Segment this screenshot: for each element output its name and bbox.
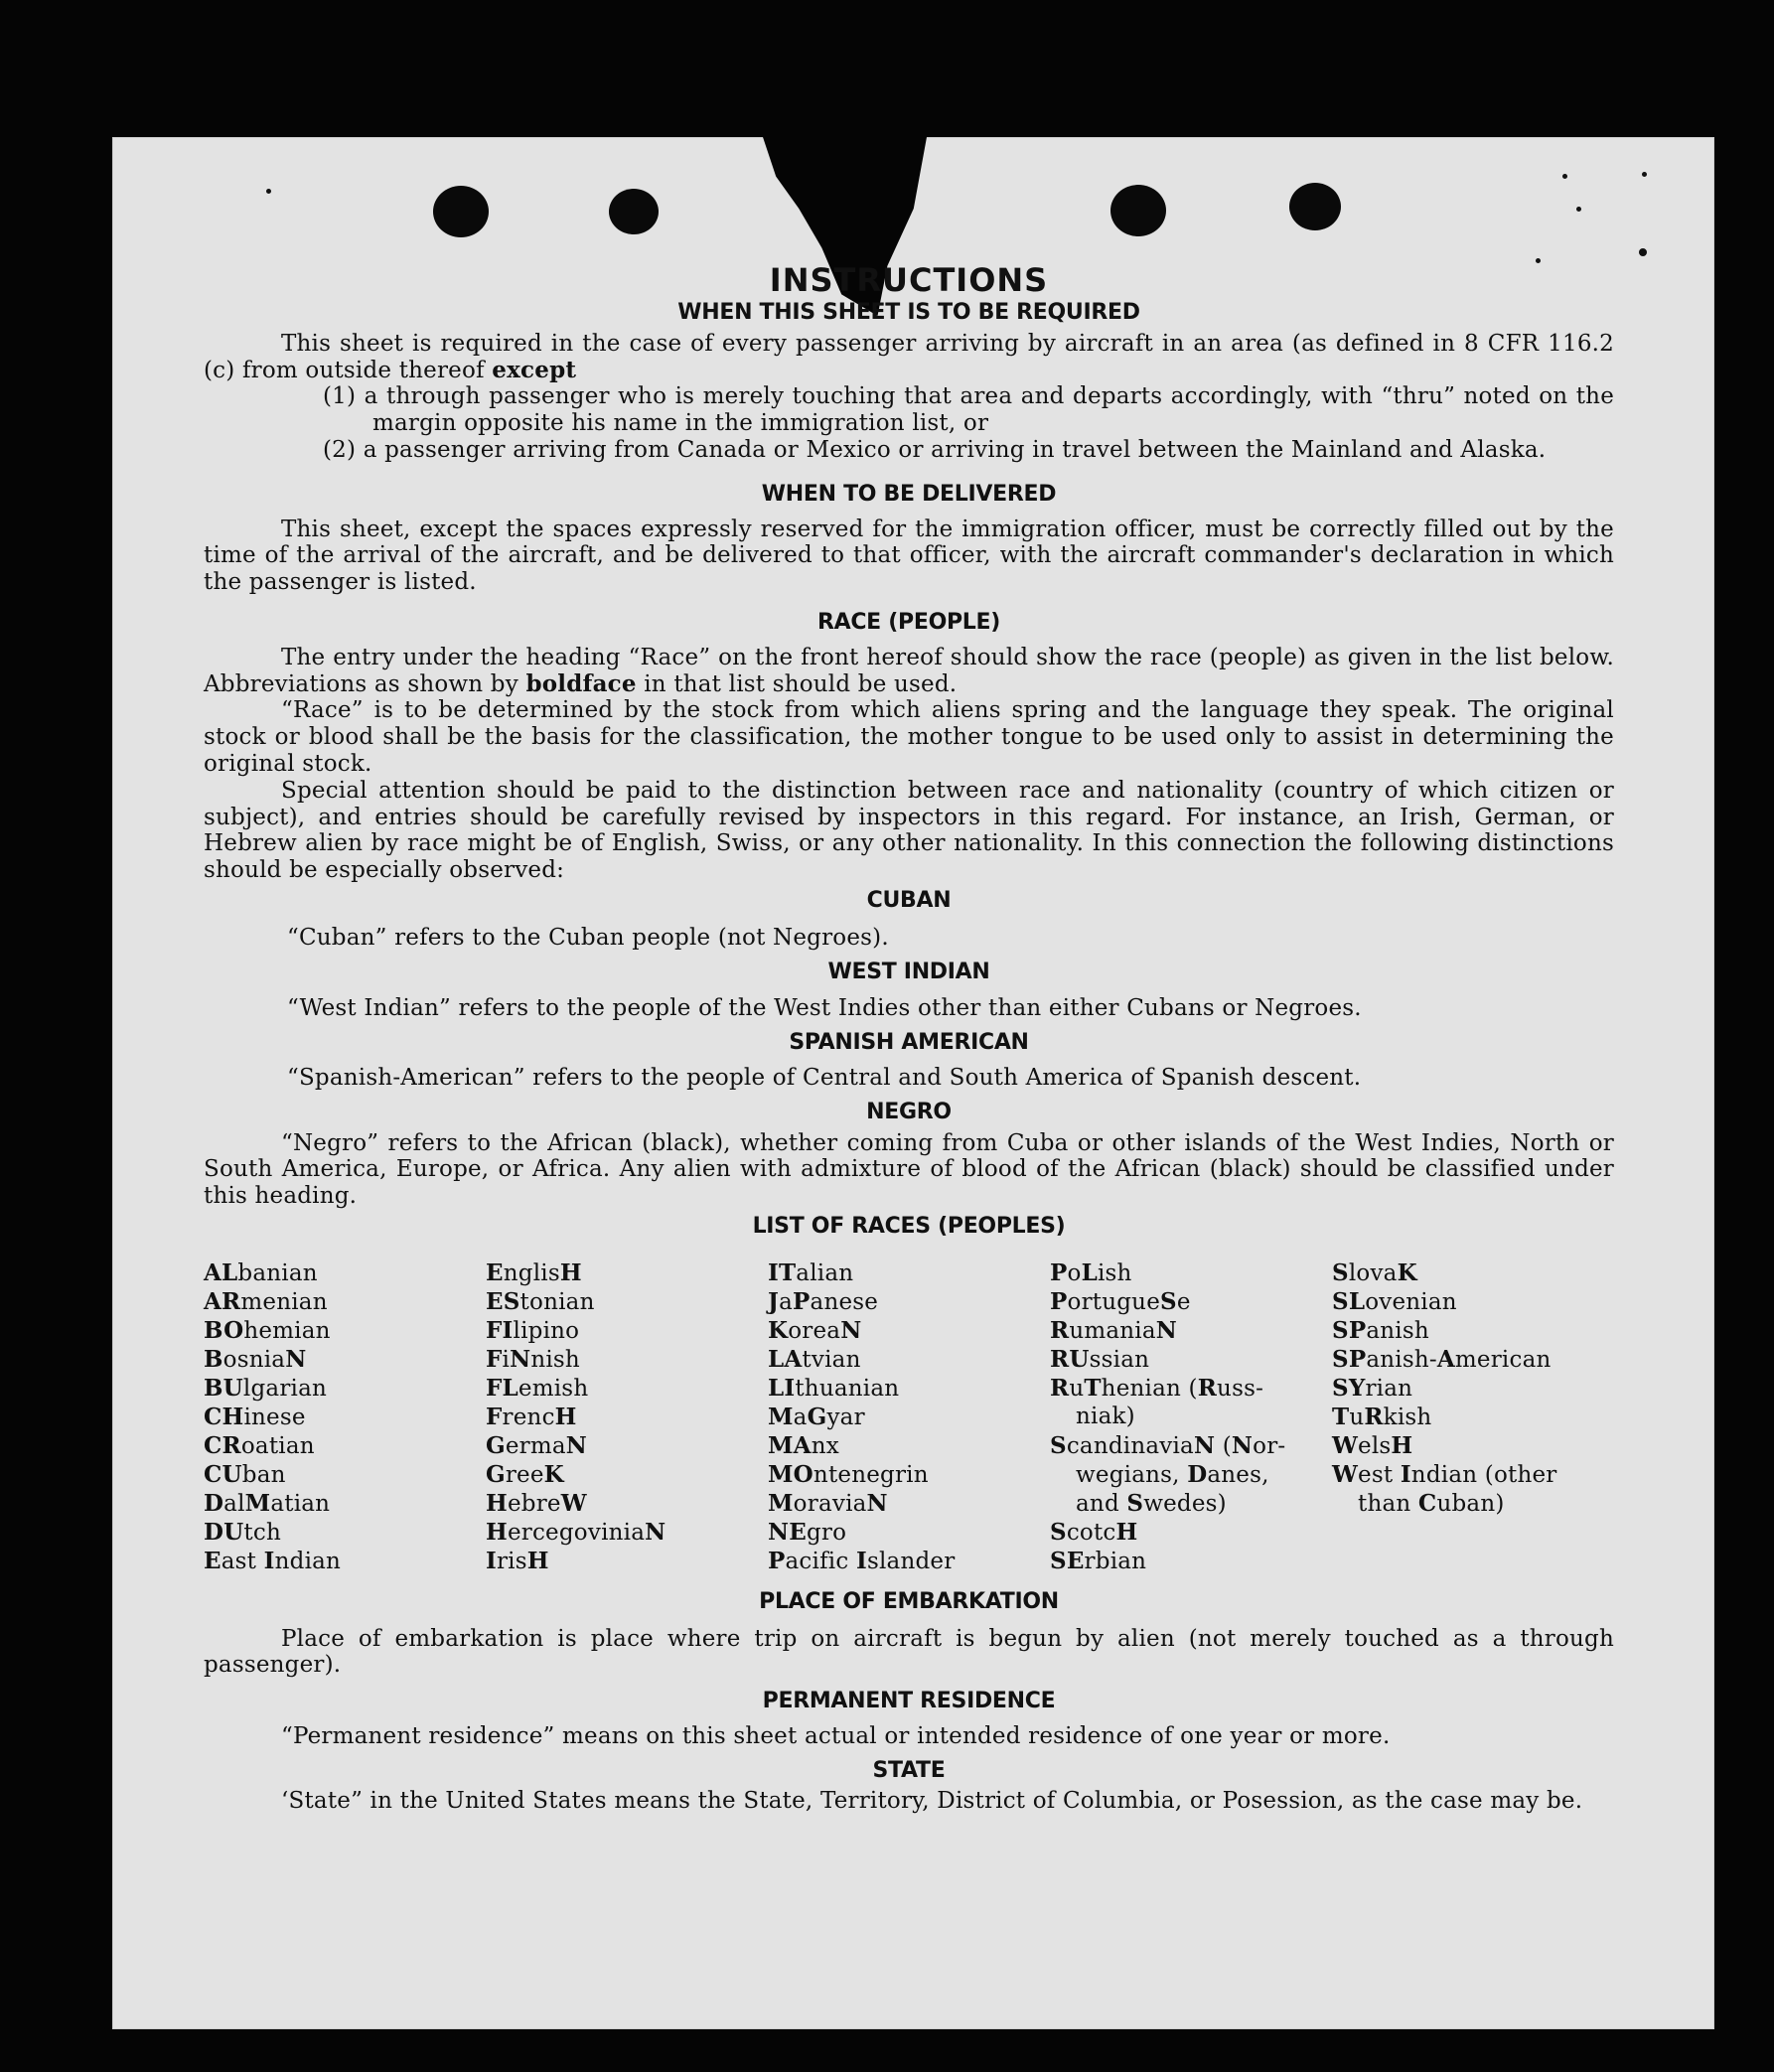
when-required-item-2: (2) a passenger arriving from Canada or Mexico or arriving in travel between the Mainland and Alaska.	[323, 436, 1547, 463]
heading-when-required: WHEN THIS SHEET IS TO BE REQUIRED	[677, 300, 1140, 325]
race-entry: FIlipino	[486, 1316, 580, 1344]
race-entry: ScotcH	[1050, 1518, 1138, 1546]
race-entry: niak)	[1076, 1403, 1135, 1429]
race-entry: Pacific Islander	[768, 1547, 956, 1574]
race-entry: IrisH	[486, 1547, 549, 1574]
heading-embarkation: PLACE OF EMBARKATION	[759, 1588, 1059, 1614]
race-entry: TuRkish	[1332, 1403, 1432, 1430]
punch-hole	[1110, 185, 1166, 236]
races-column	[768, 1258, 1050, 1575]
when-delivered-text: This sheet, except the spaces expressly reserved for the immigration officer, must be correctly filled out by the time of the arrival of the aircraft, and be delivered to that officer, with the aircraft commander's declaration in which the passenger is listed.	[204, 516, 1614, 596]
races-column	[1050, 1258, 1332, 1575]
permanent-residence-text: “Permanent residence” means on this sheet actual or intended residence of one year or more.	[281, 1722, 1391, 1749]
race-entry: ScandinaviaN (Nor-	[1050, 1431, 1286, 1459]
page-title: INSTRUCTIONS	[769, 261, 1049, 299]
punch-hole	[1289, 183, 1341, 230]
speck	[1639, 248, 1647, 256]
race-entry: HebreW	[486, 1489, 587, 1517]
race-entry: DalMatian	[204, 1489, 331, 1517]
race-entry: FiNnish	[486, 1345, 580, 1373]
race-entry: MOntenegrin	[768, 1460, 929, 1488]
race-entry: SPanish-American	[1332, 1345, 1552, 1373]
heading-permanent-residence: PERMANENT RESIDENCE	[762, 1689, 1056, 1714]
race-entry: WelsH	[1332, 1431, 1413, 1459]
speck	[266, 189, 271, 194]
race-entry: SErbian	[1050, 1547, 1147, 1574]
race-entry: EnglisH	[486, 1258, 582, 1286]
heading-race: RACE (PEOPLE)	[816, 609, 1001, 635]
race-entry: PortugueSe	[1050, 1287, 1191, 1315]
negro-text: “Negro” refers to the African (black), whether coming from Cuba or other islands of the West Indies, North or South America, Europe, or Africa. Any alien with admixture of blood of the African (black) should be classified under this heading.	[204, 1129, 1614, 1210]
cuban-text: “Cuban” refers to the Cuban people (not Negroes).	[287, 924, 889, 951]
races-column	[204, 1258, 486, 1575]
race-entry: BosniaN	[204, 1345, 307, 1373]
race-entry: West Indian (other	[1332, 1460, 1557, 1488]
race-entry: FLemish	[486, 1374, 589, 1402]
races-column	[486, 1258, 768, 1575]
race-entry: MoraviaN	[768, 1489, 888, 1517]
race-entry: FrencH	[486, 1403, 577, 1430]
race-entry: than Cuban)	[1358, 1489, 1505, 1517]
spanish-american-text: “Spanish-American” refers to the people of Central and South America of Spanish descent.	[287, 1064, 1362, 1091]
race-entry: MaGyar	[768, 1403, 865, 1430]
race-paragraph-2: “Race” is to be determined by the stock from which aliens spring and the language they speak. The original stock or blood shall be the basis for the classification, the mother tongue to be used only to assist in determining the original stock.	[204, 697, 1614, 777]
punch-hole	[609, 189, 659, 234]
races-column	[1332, 1258, 1614, 1575]
west-indian-text: “West Indian” refers to the people of the West Indies other than either Cubans or Negroes.	[287, 995, 1362, 1022]
race-entry: DUtch	[204, 1518, 281, 1546]
race-entry: GreeK	[486, 1460, 564, 1488]
race-entry: ITalian	[768, 1258, 854, 1286]
race-entry: LIthuanian	[768, 1374, 900, 1402]
race-entry: RuThenian (Russ-	[1050, 1374, 1264, 1402]
embarkation-text: Place of embarkation is place where trip on aircraft is begun by alien (not merely touched as a through passenger).	[204, 1625, 1614, 1679]
race-entry: ALbanian	[204, 1258, 318, 1286]
race-entry: RUssian	[1050, 1345, 1150, 1373]
race-entry: SYrian	[1332, 1374, 1413, 1402]
race-entry: GermaN	[486, 1431, 588, 1459]
speck	[1576, 207, 1581, 212]
heading-negro: NEGRO	[866, 1099, 952, 1124]
instructions-content	[204, 260, 1614, 1815]
heading-list-of-races: LIST OF RACES (PEOPLES)	[752, 1213, 1066, 1239]
race-entry: SLovenian	[1332, 1287, 1457, 1315]
when-required-intro: This sheet is required in the case of every passenger arriving by aircraft in an area (as defined in 8 CFR 116.2 (c) from outside thereof except	[204, 330, 1614, 383]
heading-when-delivered: WHEN TO BE DELIVERED	[761, 481, 1057, 507]
race-entry: PoLish	[1050, 1258, 1132, 1286]
heading-spanish-american: SPANISH AMERICAN	[789, 1030, 1029, 1056]
race-entry: CHinese	[204, 1403, 306, 1430]
race-entry: SPanish	[1332, 1316, 1429, 1344]
race-entry: HercegoviniaN	[486, 1518, 666, 1546]
heading-state: STATE	[872, 1757, 946, 1783]
races-list	[204, 1258, 1614, 1575]
race-entry: wegians, Danes,	[1076, 1460, 1269, 1488]
race-entry: BOhemian	[204, 1316, 331, 1344]
state-text: ‘State” in the United States means the State, Territory, District of Columbia, or Posession, as the case may be.	[281, 1788, 1583, 1815]
race-entry: CRoatian	[204, 1431, 315, 1459]
punch-hole	[433, 186, 489, 237]
race-entry: JaPanese	[768, 1287, 879, 1315]
race-entry: ARmenian	[204, 1287, 328, 1315]
race-entry: KoreaN	[768, 1316, 862, 1344]
heading-cuban: CUBAN	[866, 887, 952, 913]
heading-west-indian: WEST INDIAN	[827, 959, 990, 984]
race-paragraph-3: Special attention should be paid to the distinction between race and nationality (country of which citizen or subject), and entries should be carefully revised by inspectors in this regard. For instance, an Irish, German, or Hebrew alien by race might be of English, Swiss, or any other nationality. In this connection the following distinctions should be especially observed:	[204, 777, 1614, 884]
race-entry: SlovaK	[1332, 1258, 1417, 1286]
race-entry: and Swedes)	[1076, 1489, 1227, 1517]
race-paragraph-1: The entry under the heading “Race” on the front hereof should show the race (people) as given in the list below. Abbreviations as shown by boldface in that list should be used.	[204, 644, 1614, 697]
race-entry: RumaniaN	[1050, 1316, 1178, 1344]
race-entry: NEgro	[768, 1518, 847, 1546]
race-entry: EStonian	[486, 1287, 595, 1315]
race-entry: LAtvian	[768, 1345, 861, 1373]
race-entry: East Indian	[204, 1547, 342, 1574]
race-entry: BUlgarian	[204, 1374, 328, 1402]
when-required-item-1: (1) a through passenger who is merely touching that area and departs accordingly, with “thru” noted on the margin opposite his name in the immigration list, or	[323, 383, 1614, 437]
speck	[1562, 174, 1567, 179]
race-entry: CUban	[204, 1460, 286, 1488]
race-entry: MAnx	[768, 1431, 839, 1459]
speck	[1642, 172, 1647, 177]
